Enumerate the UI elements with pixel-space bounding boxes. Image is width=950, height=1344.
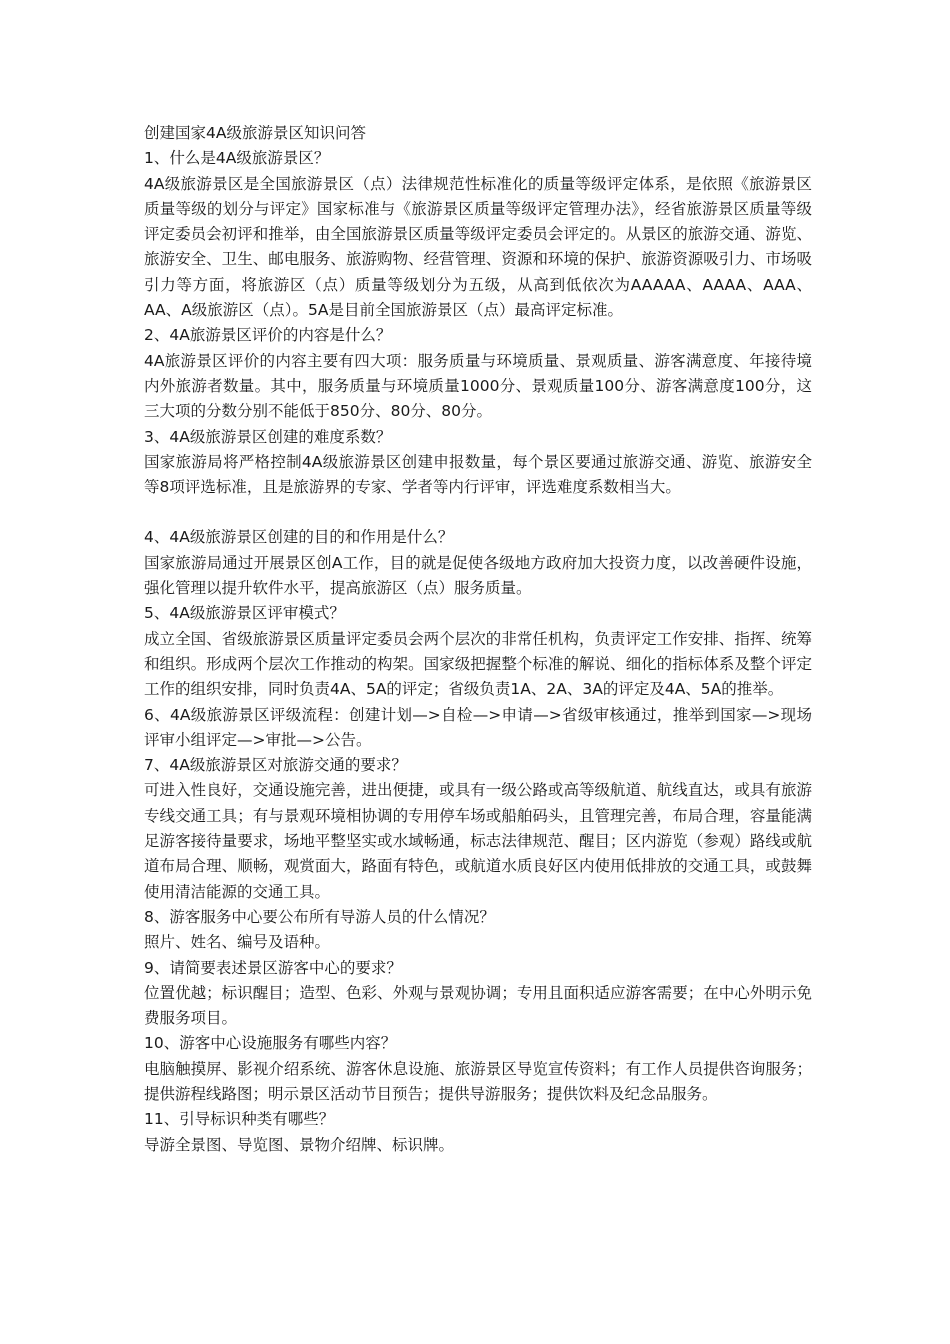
answer-7: 可进入性良好，交通设施完善，进出便捷，或具有一级公路或高等级航道、航线直达，或具有旅游专线交通工具；有与景观环境相协调的专用停车场或船舶码头，且管理完善，布局合理，容量能满足游客接待量要求，场地平整坚实或水域畅通，标志法律规范、醒目；区内游览（参观）路线或航道布局合理、顺畅，观赏面大，路面有特色，或航道水质良好区内使用低排放的交通工具，或鼓舞使用清洁能源的交通工具。: [144, 781, 812, 901]
question-2: 2、4A旅游景区评价的内容是什么？: [144, 326, 392, 345]
answer-5: 成立全国、省级旅游景区质量评定委员会两个层次的非常任机构，负责评定工作安排、指挥、统筹和组织。形成两个层次工作推动的构架。国家级把握整个标准的解说、细化的指标体系及整个评定工作的组织安排，同时负责4A、5A的评定；省级负责1A、2A、3A的评定及4A、5A的推举。: [144, 629, 812, 699]
answer-1: 4A级旅游景区是全国旅游景区（点）法律规范性标准化的质量等级评定体系，是依照《旅游景区质量等级的划分与评定》国家标准与《旅游景区质量等级评定管理办法》，经省旅游景区质量等级评定委员会初评和推举，由全国旅游景区质量等级评定委员会评定的。从景区的旅游交通、游览、旅游安全、卫生、邮电服务、旅游购物、经营管理、资源和环境的保护、旅游资源吸引力、市场吸引力等方面，将旅游区（点）质量等级划分为五级，从高到低依次为AAAAA、AAAA、AAA、AA、A级旅游区（点）。5A是目前全国旅游景区（点）最高评定标准。: [144, 174, 812, 320]
paragraph-spacer: [144, 500, 812, 525]
answer-2: 4A旅游景区评价的内容主要有四大项：服务质量与环境质量、景观质量、游客满意度、年接待境内外旅游者数量。其中，服务质量与环境质量1000分、景观质量100分、游客满意度100分，这三大项的分数分别不能低于850分、80分、80分。: [144, 351, 812, 421]
question-10: 10、游客中心设施服务有哪些内容？: [144, 1034, 397, 1053]
answer-4: 国家旅游局通过开展景区创A工作，目的就是促使各级地方政府加大投资力度，以改善硬件设施，强化管理以提升软件水平，提高旅游区（点）服务质量。: [144, 553, 812, 598]
answer-9: 位置优越；标识醒目；造型、色彩、外观与景观协调；专用且面积适应游客需要；在中心外明示免费服务项目。: [144, 983, 812, 1028]
answer-10: 电脑触摸屏、影视介绍系统、游客休息设施、旅游景区导览宣传资料；有工作人员提供咨询服务；提供游程线路图；明示景区活动节目预告；提供导游服务；提供饮料及纪念品服务。: [144, 1059, 812, 1103]
question-11: 11、引导标识种类有哪些？: [144, 1110, 335, 1129]
question-7: 7、4A级旅游景区对旅游交通的要求？: [144, 756, 407, 775]
question-9: 9、请简要表述景区游客中心的要求？: [144, 958, 402, 977]
answer-11: 导游全景图、导览图、景物介绍牌、标识牌。: [144, 1135, 455, 1154]
question-8: 8、游客服务中心要公布所有导游人员的什么情况？: [144, 907, 495, 926]
document-body: [144, 121, 812, 1158]
answer-8: 照片、姓名、编号及语种。: [144, 933, 331, 952]
question-6: 6、4A级旅游景区评级流程：创建计划—>自检—>申请—>省级审核通过，推举到国家—>现场评审小组评定—>审批—>公告。: [144, 705, 812, 749]
question-3: 3、4A级旅游景区创建的难度系数？: [144, 427, 392, 446]
question-1: 1、什么是4A级旅游景区？: [144, 149, 330, 168]
question-4: 4、4A级旅游景区创建的目的和作用是什么？: [144, 528, 454, 547]
question-5: 5、4A级旅游景区评审模式？: [144, 604, 345, 623]
answer-3: 国家旅游局将严格控制4A级旅游景区创建申报数量，每个景区要通过旅游交通、游览、旅游安全等8项评选标准，且是旅游界的专家、学者等内行评审，评选难度系数相当大。: [144, 452, 812, 497]
document-title: 创建国家4A级旅游景区知识问答: [144, 124, 366, 142]
